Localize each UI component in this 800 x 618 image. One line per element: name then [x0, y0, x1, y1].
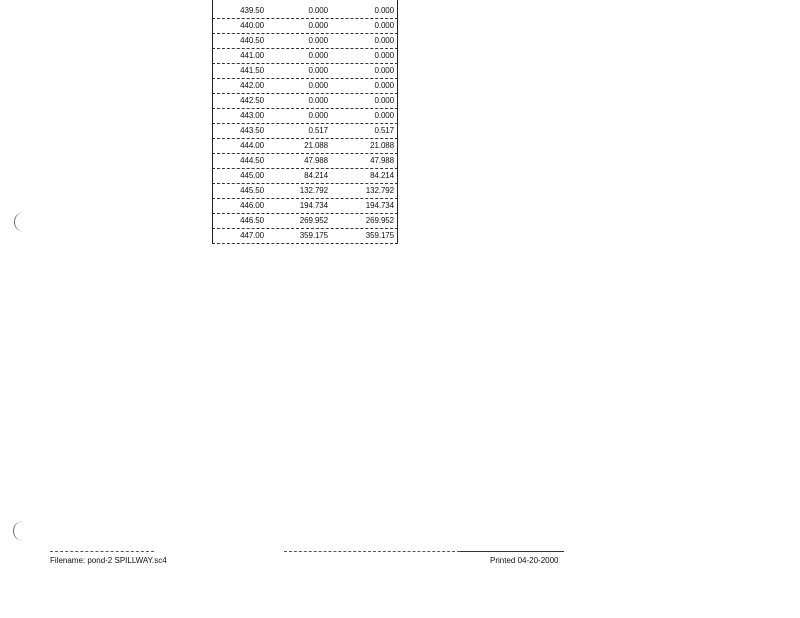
table-row [212, 18, 398, 33]
elevation-cell: 442.50 [240, 96, 264, 105]
table-row [212, 78, 398, 93]
table-row [212, 138, 398, 153]
value-b-cell: 0.000 [374, 51, 394, 60]
binder-hole-mark [13, 521, 26, 541]
value-a-cell: 0.000 [308, 36, 328, 45]
table-row [212, 198, 398, 213]
value-a-cell: 269.952 [299, 216, 328, 225]
value-b-cell: 47.988 [370, 156, 394, 165]
value-b-cell: 0.000 [374, 96, 394, 105]
value-b-cell: 0.000 [374, 81, 394, 90]
binder-hole-mark [14, 212, 27, 232]
value-a-cell: 0.000 [308, 96, 328, 105]
value-a-cell: 0.000 [308, 81, 328, 90]
elevation-cell: 443.50 [240, 126, 264, 135]
elevation-cell: 445.00 [240, 171, 264, 180]
value-a-cell: 47.988 [304, 156, 328, 165]
value-b-cell: 194.734 [365, 201, 394, 210]
value-a-cell: 0.000 [308, 66, 328, 75]
footer-rule [460, 551, 564, 552]
value-a-cell: 132.792 [299, 186, 328, 195]
elevation-cell: 440.00 [240, 21, 264, 30]
elevation-cell: 446.50 [240, 216, 264, 225]
table-row [212, 3, 398, 18]
value-a-cell: 21.088 [304, 141, 328, 150]
elevation-cell: 442.00 [240, 81, 264, 90]
value-b-cell: 0.000 [374, 36, 394, 45]
value-b-cell: 0.000 [374, 6, 394, 15]
value-b-cell: 0.000 [374, 21, 394, 30]
row-separator [212, 243, 398, 244]
table-row [212, 123, 398, 138]
page-footer [0, 548, 800, 574]
value-a-cell: 0.000 [308, 111, 328, 120]
value-b-cell: 0.000 [374, 66, 394, 75]
value-a-cell: 84.214 [304, 171, 328, 180]
value-a-cell: 194.734 [299, 201, 328, 210]
footer-rule [284, 551, 460, 552]
elevation-cell: 441.00 [240, 51, 264, 60]
value-b-cell: 132.792 [365, 186, 394, 195]
value-a-cell: 359.175 [299, 231, 328, 240]
value-a-cell: 0.000 [308, 21, 328, 30]
value-b-cell: 0.517 [374, 126, 394, 135]
elevation-cell: 439.50 [240, 6, 264, 15]
value-a-cell: 0.000 [308, 6, 328, 15]
elevation-cell: 444.00 [240, 141, 264, 150]
value-b-cell: 0.000 [374, 111, 394, 120]
footer-rule [50, 551, 154, 552]
value-b-cell: 269.952 [365, 216, 394, 225]
table-row [212, 108, 398, 123]
table-row [212, 93, 398, 108]
footer-filename: Filename: pond-2 SPILLWAY.sc4 [50, 556, 167, 565]
table-row [212, 183, 398, 198]
value-a-cell: 0.517 [308, 126, 328, 135]
value-b-cell: 21.088 [370, 141, 394, 150]
table-row [212, 48, 398, 63]
table-row [212, 168, 398, 183]
elevation-cell: 447.00 [240, 231, 264, 240]
table-row [212, 153, 398, 168]
elevation-cell: 445.50 [240, 186, 264, 195]
table-row [212, 33, 398, 48]
value-a-cell: 0.000 [308, 51, 328, 60]
elevation-cell: 441.50 [240, 66, 264, 75]
elevation-cell: 443.00 [240, 111, 264, 120]
footer-printed-date: Printed 04-20-2000 [490, 556, 559, 565]
table-row [212, 213, 398, 228]
elevation-cell: 440.50 [240, 36, 264, 45]
elevation-cell: 446.00 [240, 201, 264, 210]
value-b-cell: 359.175 [365, 231, 394, 240]
value-b-cell: 84.214 [370, 171, 394, 180]
table-row [212, 228, 398, 243]
elevation-cell: 444.50 [240, 156, 264, 165]
table-row [212, 63, 398, 78]
